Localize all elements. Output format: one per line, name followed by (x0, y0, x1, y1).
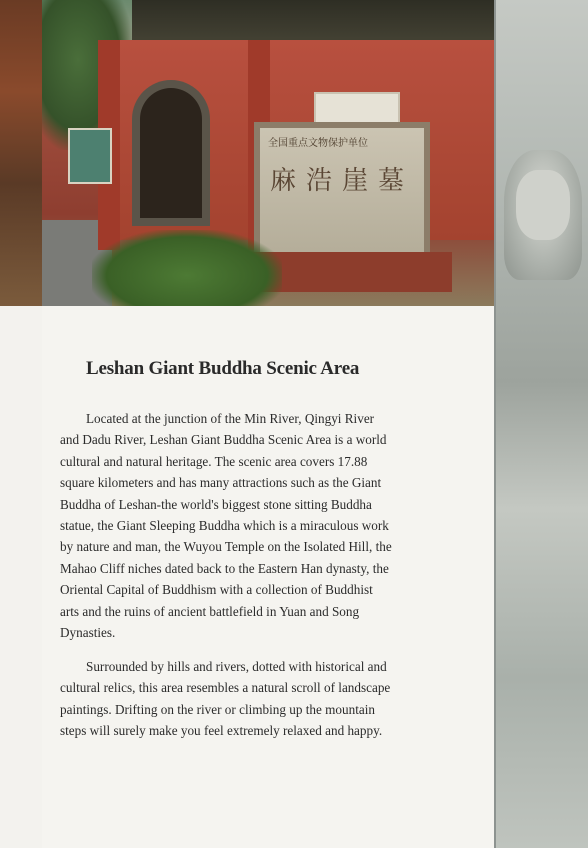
text-line: Dynasties. (60, 625, 116, 641)
paragraph-2 (60, 656, 490, 742)
right-buddha-strip (494, 0, 588, 848)
arched-gate (140, 88, 202, 218)
stele-top-inscription: 全国重点文物保护单位 (268, 138, 368, 149)
notice-board (68, 128, 112, 184)
text-line: Surrounded by hills and rivers, dotted with historical and (86, 659, 387, 674)
temple-photo (42, 0, 494, 306)
text-line: Located at the junction of the Min River, Qingyi River (86, 411, 375, 426)
text-line: statue, the Giant Sleeping Buddha which is a miraculous work (60, 518, 389, 534)
article-title: Leshan Giant Buddha Scenic Area (86, 358, 360, 379)
buddha-face (516, 170, 570, 240)
text-line: Mahao Cliff niches dated back to the Eastern Han dynasty, the (60, 560, 389, 576)
shrubs (92, 230, 282, 306)
text-line: square kilometers and has many attractions such as the Giant (60, 475, 382, 491)
article-content (42, 306, 494, 848)
text-line: paintings. Drifting on the river or climbing up the mountain (60, 701, 375, 717)
left-photo-strip (0, 0, 42, 306)
paragraph-1 (60, 408, 490, 643)
text-line: steps will surely make you feel extremely relaxed and happy. (60, 723, 383, 739)
text-line: Buddha of Leshan-the world's biggest stone sitting Buddha (60, 496, 372, 512)
text-line: arts and the ruins of ancient battlefield in Yuan and Song (60, 603, 360, 619)
stele-main-inscription: 麻浩崖墓 (270, 166, 415, 196)
text-line: by nature and man, the Wuyou Temple on the Isolated Hill, the (60, 539, 392, 555)
text-line: Oriental Capital of Buddhism with a collection of Buddhist (60, 582, 373, 598)
text-line: cultural and natural heritage. The scenic area covers 17.88 (60, 453, 368, 469)
text-line: and Dadu River, Leshan Giant Buddha Scenic Area is a world (60, 432, 387, 448)
text-line: cultural relics, this area resembles a natural scroll of landscape (60, 680, 391, 696)
page-edge (494, 0, 496, 848)
